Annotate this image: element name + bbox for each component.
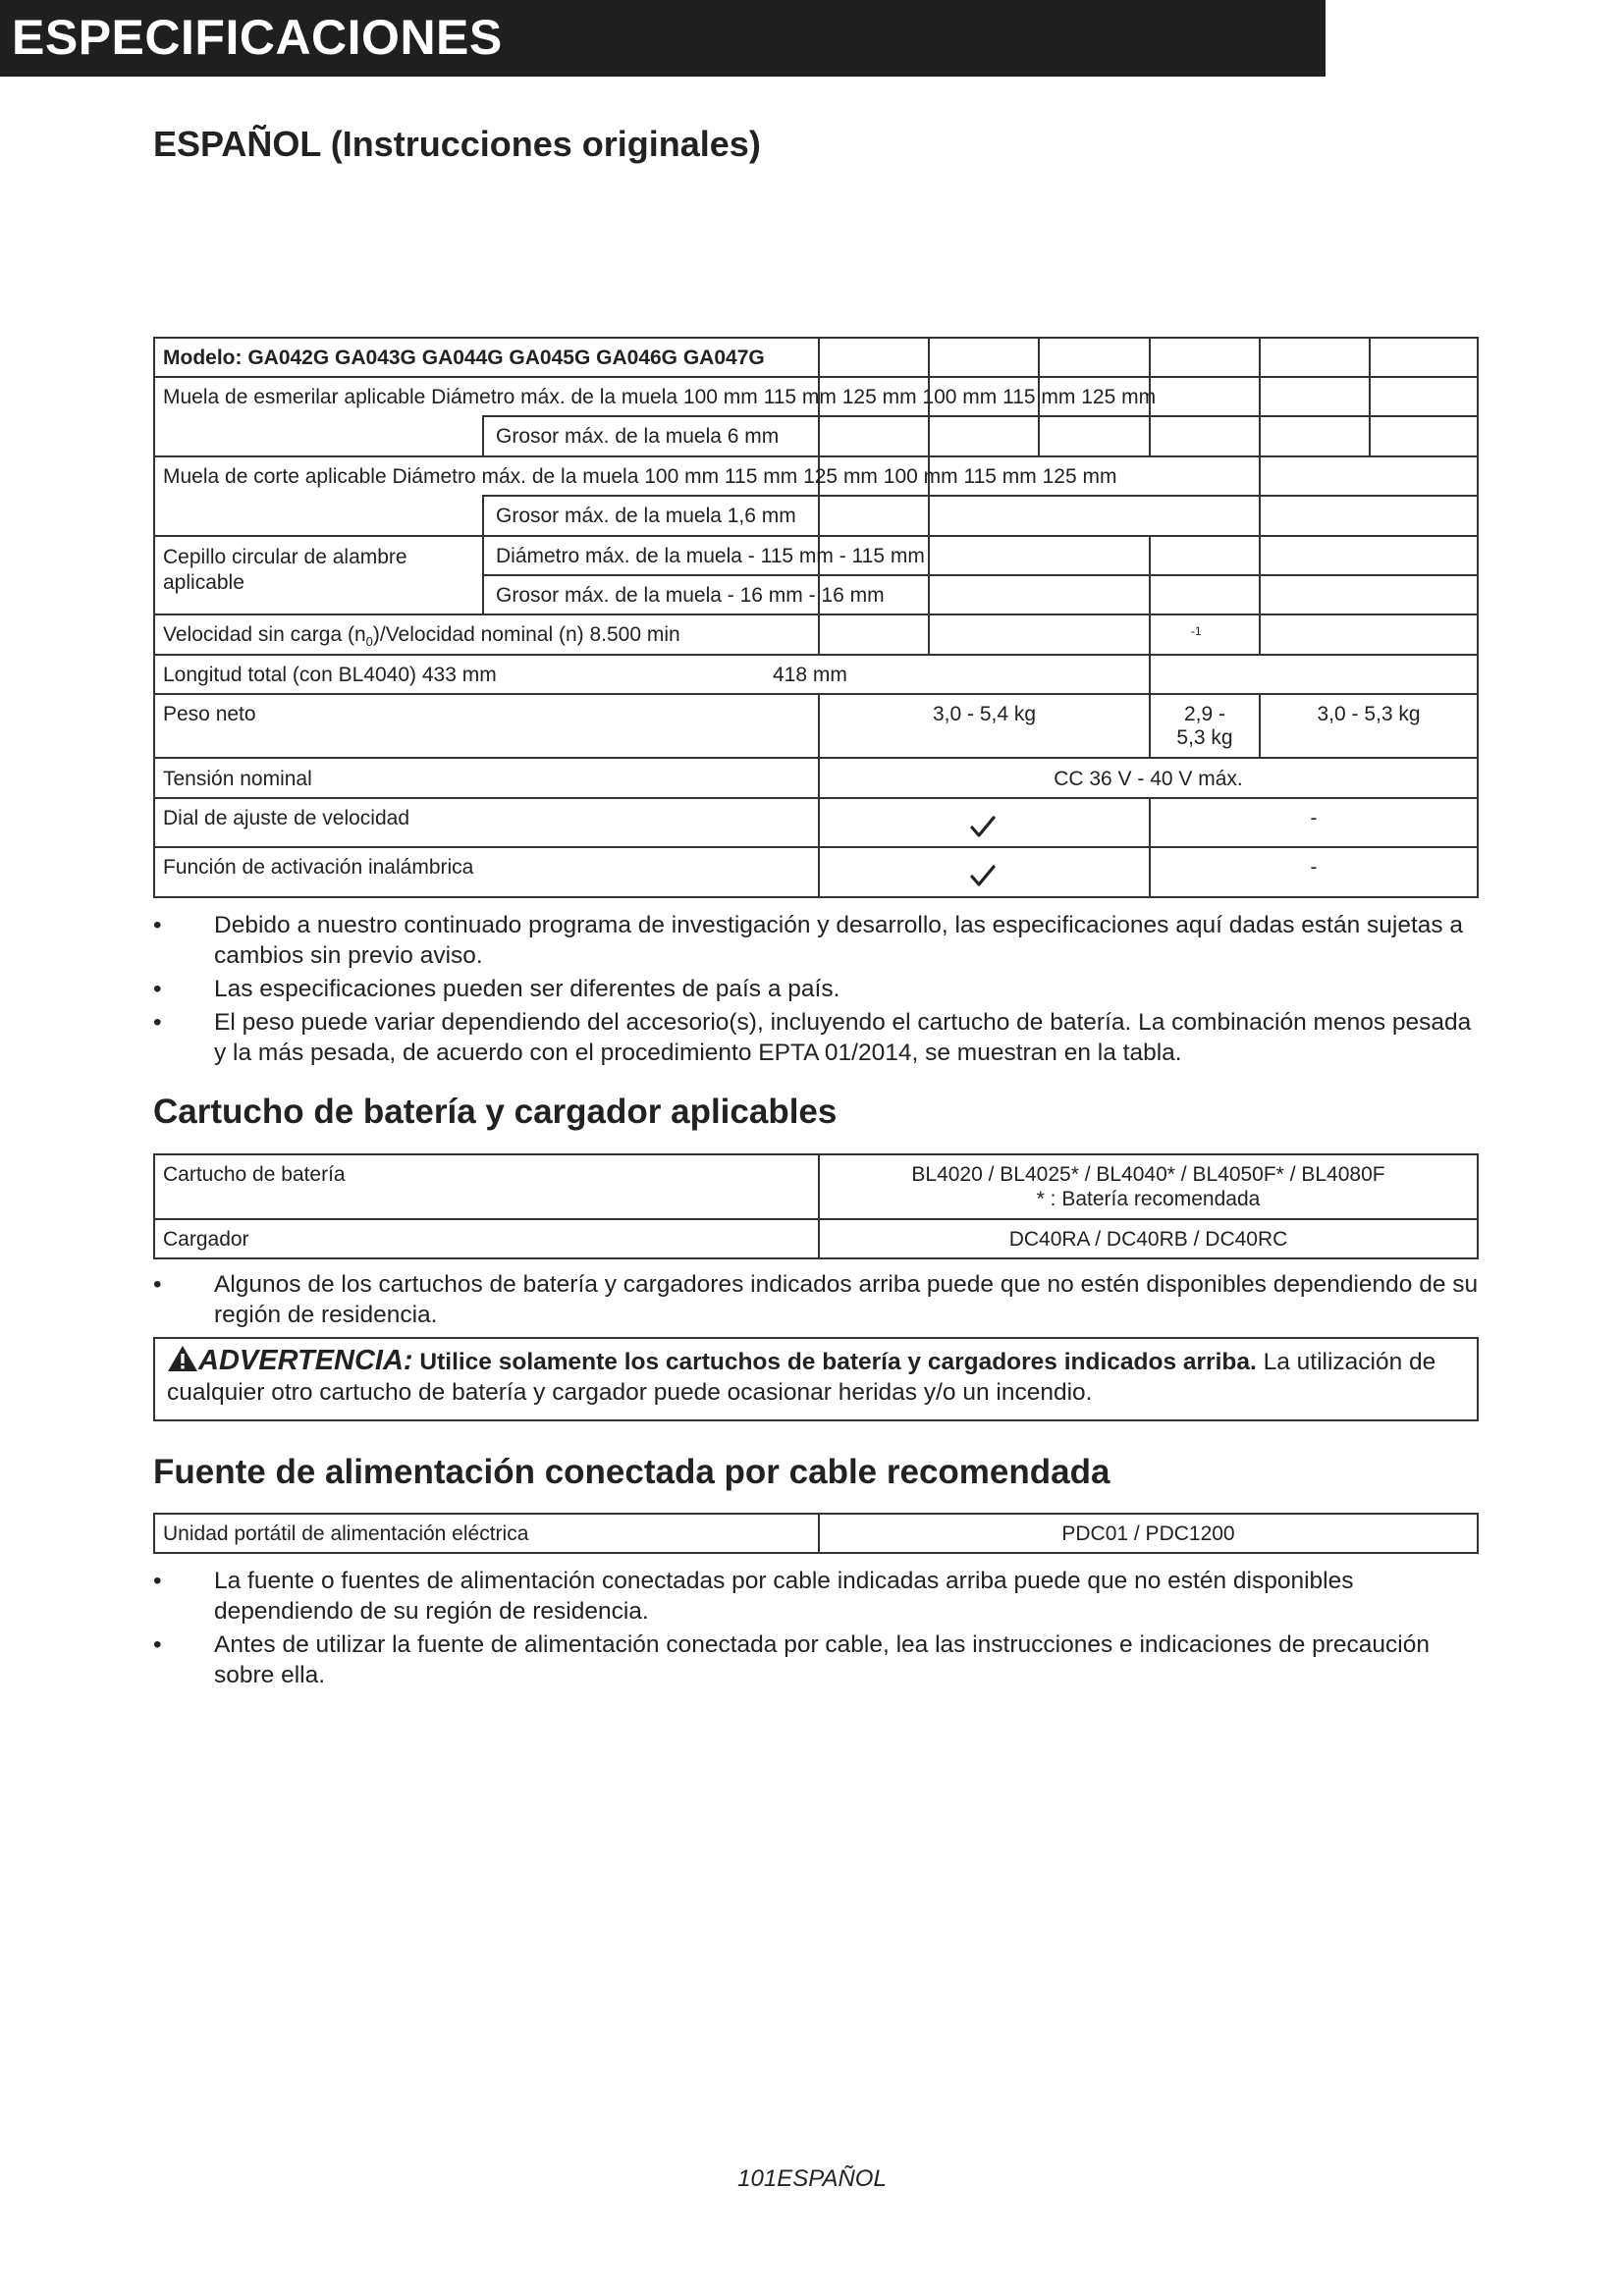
list-item: • Las especificaciones pueden ser diferentes de país a país. <box>153 976 840 1002</box>
portable-power-pack-models: PDC01 / PDC1200 <box>1061 1522 1235 1545</box>
grinding-wheel-diameter-row: Muela de esmerilar aplicable Diámetro máx. de la muela 100 mm 115 mm 125 mm 100 mm 115 mm 125 mm <box>163 386 1157 408</box>
wireless-activation-label: Función de activación inalámbrica <box>163 856 474 879</box>
no-load-speed-row: Velocidad sin carga $(n_0)$/Velocidad nominal (n) 8.500 min <box>163 623 680 650</box>
list-item: • Algunos de los cartuchos de batería y cargadores indicados arriba puede que no estén disponibles dependiendo de su región de residencia. <box>153 1271 1479 1328</box>
battery-cartridge-models: BL4020 / BL4025* / BL4040* / BL4050F* / BL4080F <box>911 1163 1385 1186</box>
check-icon <box>970 864 996 887</box>
warning-text: La utilización de cualquier otro cartucho de batería y cargador puede ocasionar heridas y/o un incendio. <box>167 1349 1436 1406</box>
charger-label: Cargador <box>163 1228 249 1251</box>
wire-brush-diameter: Diámetro máx. de la muela - 115 mm - 115 mm <box>496 545 925 567</box>
specification-notes <box>153 910 1479 1068</box>
net-weight-group1: 3,0 - 5,4 kg <box>932 703 1037 725</box>
total-length-label: Longitud total (con BL4040) 433 mm <box>163 664 497 686</box>
list-item: • El peso puede variar dependiendo del accesorio(s), incluyendo el cartucho de batería. La combinación menos pesada y la más pesada, de acuerdo con el procedimiento EPTA 01/2014, se muestran en la tabla. <box>153 1009 1472 1066</box>
speed-dial-unavailable: - <box>1310 807 1318 829</box>
warning-bold-text: Utilice solamente los cartuchos de batería y cargadores indicados arriba. <box>419 1349 1257 1375</box>
section-title-specifications: ESPECIFICACIONES <box>0 0 1326 77</box>
rated-voltage-label: Tensión nominal <box>163 768 312 790</box>
warning-box <box>153 1337 1479 1421</box>
speed-unit-exponent: -1 <box>1191 624 1202 638</box>
warning-triangle-icon <box>167 1345 198 1372</box>
check-icon <box>970 815 996 838</box>
net-weight-group2: 2,9 - 5,3 kg <box>1176 703 1233 749</box>
battery-section-title: Cartucho de batería y cargador aplicables <box>153 1093 838 1131</box>
warning-label: ADVERTENCIA: <box>198 1345 413 1376</box>
net-weight-label: Peso neto <box>163 703 256 725</box>
wire-brush-thickness: Grosor máx. de la muela - 16 mm - 16 mm <box>496 584 885 607</box>
speed-dial-label: Dial de ajuste de velocidad <box>163 807 409 829</box>
list-item: • La fuente o fuentes de alimentación conectadas por cable indicadas arriba puede que no estén disponibles dependiendo de su región de residencia. <box>153 1568 1354 1625</box>
list-item: • Debido a nuestro continuado programa de investigación y desarrollo, las especificaciones aquí dadas están sujetas a cambios sin previo aviso. <box>153 912 1464 969</box>
cut-off-wheel-diameter-row: Muela de corte aplicable Diámetro máx. de la muela 100 mm 115 mm 125 mm 100 mm 115 mm 125 mm <box>163 465 1117 488</box>
list-item: • Antes de utilizar la fuente de alimentación conectada por cable, lea las instrucciones e indicaciones de precaución sobre ella. <box>153 1631 1431 1688</box>
battery-cartridge-label: Cartucho de batería <box>163 1163 346 1186</box>
net-weight-group3: 3,0 - 5,3 kg <box>1317 703 1421 725</box>
power-supply-section-title: Fuente de alimentación conectada por cable recomendada <box>153 1453 1110 1491</box>
battery-recommended-note: * : Batería recomendada <box>1036 1188 1261 1210</box>
cut-off-wheel-thickness-row: Grosor máx. de la muela 1,6 mm <box>496 505 796 527</box>
power-supply-notes <box>153 1566 1479 1690</box>
model-row: Modelo: GA042G GA043G GA044G GA045G GA046G GA047G <box>163 347 765 369</box>
page-footer: 101ESPAÑOL <box>737 2165 887 2192</box>
grinding-wheel-thickness-row: Grosor máx. de la muela 6 mm <box>496 425 780 448</box>
charger-models: DC40RA / DC40RB / DC40RC <box>1008 1228 1288 1251</box>
battery-availability-note <box>153 1269 1479 1330</box>
page-language-title: ESPAÑOL (Instrucciones originales) <box>153 124 761 164</box>
wire-brush-label: Cepillo circular de alambre aplicable <box>163 546 407 594</box>
rated-voltage-value: CC 36 V - 40 V máx. <box>1054 768 1243 790</box>
portable-power-pack-label: Unidad portátil de alimentación eléctrica <box>163 1522 529 1545</box>
total-length-value: 418 mm <box>773 664 847 686</box>
wireless-activation-unavailable: - <box>1310 856 1318 879</box>
